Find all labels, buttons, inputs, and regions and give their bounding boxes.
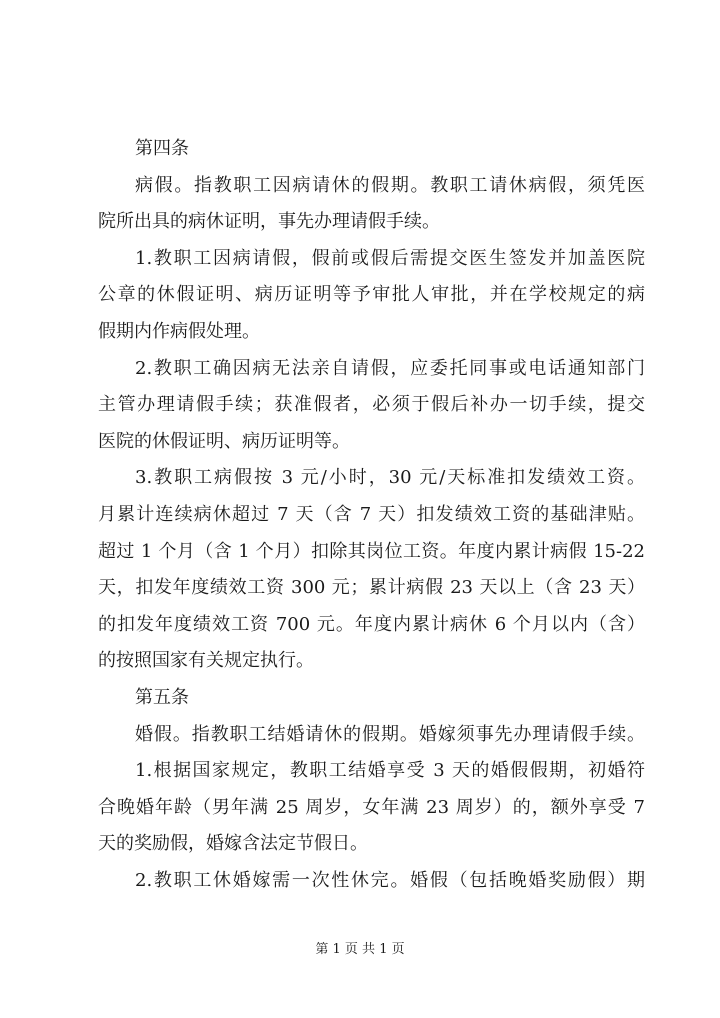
article-4-intro-line: 病假。指教职工因病请休的假期。教职工请休病假，须凭医 [135,174,645,196]
article-4-item-3-line: 3.教职工病假按 3 元/小时，30 元/天标准扣发绩效工资。 [135,467,645,489]
document-body [98,131,645,899]
article-4-item-3-line: 超过 1 个月（含 1 个月）扣除其岗位工资。年度内累计病假 15-22 [98,540,645,562]
article-5-item-1-line: 天的奖励假，婚嫁含法定节假日。 [98,833,368,855]
article-4-item-2-line: 2.教职工确因病无法亲自请假，应委托同事或电话通知部门 [135,357,645,379]
article-4-intro-line: 院所出具的病休证明，事先办理请假手续。 [98,211,440,233]
article-5-heading: 第五条 [135,686,189,708]
article-4-item-1-line: 公章的休假证明、病历证明等予审批人审批，并在学校规定的病 [98,284,645,306]
article-5-item-2-line: 2.教职工休婚嫁需一次性休完。婚假（包括晚婚奖励假）期 [135,869,645,891]
article-4-item-3-line: 月累计连续病休超过 7 天（含 7 天）扣发绩效工资的基础津贴。 [98,503,645,525]
article-5-item-1-line: 合晚婚年龄（男年满 25 周岁，女年满 23 周岁）的，额外享受 7 [98,796,645,818]
article-4-item-3-line: 的扣发年度绩效工资 700 元。年度内累计病休 6 个月以内（含） [98,613,645,635]
article-4-item-2-line: 医院的休假证明、病历证明等。 [98,430,350,452]
page-number-footer: 第 1 页 共 1 页 [315,942,405,957]
article-5-intro-line: 婚假。指教职工结婚请休的假期。婚嫁须事先办理请假手续。 [135,723,645,745]
article-4-item-1-line: 1.教职工因病请假，假前或假后需提交医生签发并加盖医院 [135,247,645,269]
article-4-heading: 第四条 [135,138,189,159]
article-4-item-2-line: 主管办理请假手续；获准假者，必须于假后补办一切手续，提交 [98,394,645,416]
article-5-item-1-line: 1.根据国家规定，教职工结婚享受 3 天的婚假假期，初婚符 [135,760,645,782]
article-4-item-1-line: 假期内作病假处理。 [98,320,260,342]
article-4-item-3-line: 的按照国家有关规定执行。 [98,650,314,672]
article-4-item-3-line: 天，扣发年度绩效工资 300 元；累计病假 23 天以上（含 23 天） [98,577,645,599]
